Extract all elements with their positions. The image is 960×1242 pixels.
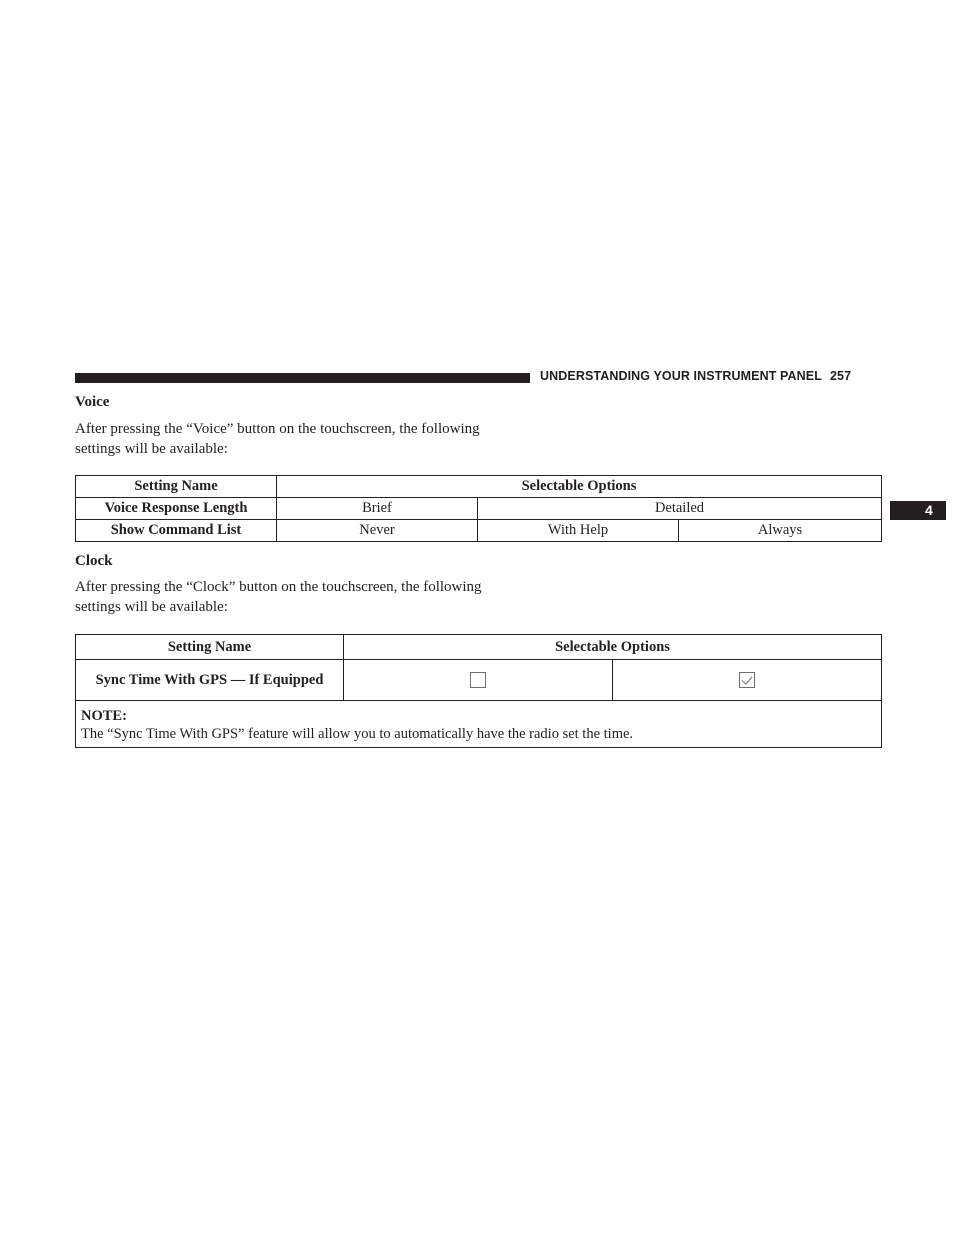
voice-settings-table [75,475,882,542]
clock-settings-table [75,634,882,748]
option-cell [344,660,613,701]
note-row [76,701,882,748]
selectable-options-header: Selectable Options [277,476,882,498]
setting-name-header: Setting Name [76,635,344,660]
note-label: NOTE: [81,708,127,724]
voice-intro-paragraph: After pressing the “Voice” button on the touchscreen, the following settings will be available: [75,421,480,457]
header-rule [75,373,530,383]
option-cell: With Help [478,520,679,542]
clock-section-title: Clock [75,553,113,569]
voice-section-title: Voice [75,394,110,410]
note-text: The “Sync Time With GPS” feature will allow you to automatically have the radio set the time. [81,726,634,742]
table-row [76,660,882,701]
note-cell [76,701,882,748]
option-cell: Always [679,520,882,542]
header-section-title: UNDERSTANDING YOUR INSTRUMENT PANEL [540,369,822,383]
table-row [76,520,882,542]
option-cell [613,660,882,701]
chapter-tab: 4 [890,501,946,520]
unchecked-box-icon [470,672,486,688]
check-mark-icon [741,673,752,685]
table-row [76,498,882,520]
selectable-options-header: Selectable Options [344,635,882,660]
option-cell: Detailed [478,498,882,520]
table-header-row [76,635,882,660]
clock-intro-paragraph: After pressing the “Clock” button on the touchscreen, the following settings will be available: [75,579,482,615]
setting-name-cell: Show Command List [76,520,277,542]
table-header-row [76,476,882,498]
option-cell: Brief [277,498,478,520]
page-number: 257 [829,369,852,383]
setting-name-cell: Sync Time With GPS — If Equipped [76,660,344,701]
setting-name-cell: Voice Response Length [76,498,277,520]
setting-name-header: Setting Name [76,476,277,498]
running-header [540,369,880,383]
checked-box-icon [739,672,755,688]
option-cell: Never [277,520,478,542]
